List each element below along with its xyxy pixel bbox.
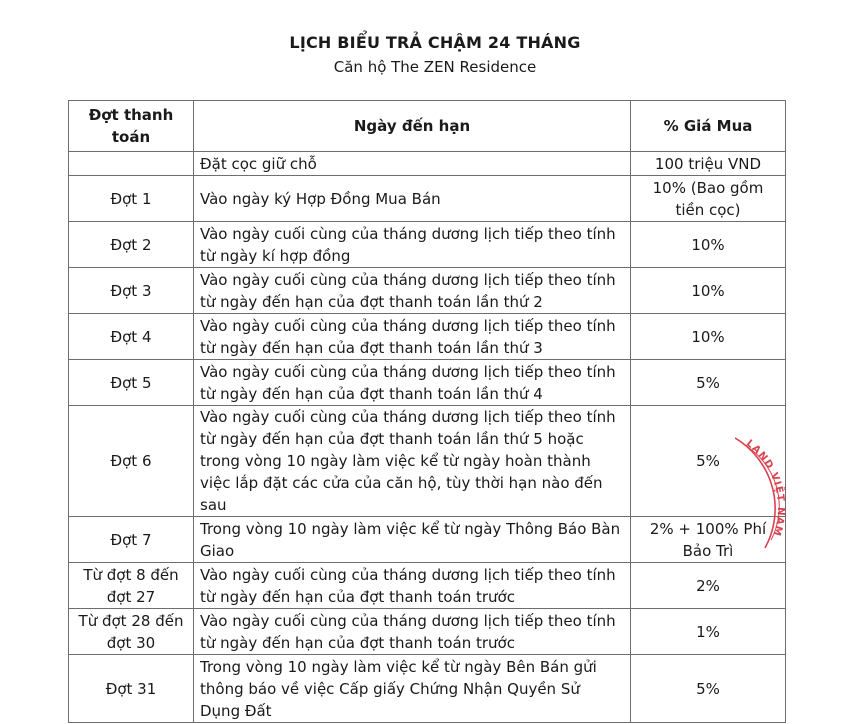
table-row <box>69 655 786 723</box>
table-header-row <box>69 101 786 152</box>
installment-cell: Đợt 1 <box>69 176 194 222</box>
document-title: LỊCH BIỂU TRẢ CHẬM 24 THÁNG <box>289 33 581 52</box>
stamp-text: LAND VIỆT NAM <box>743 437 787 538</box>
column-header-installment: Đợt thanh toán <box>69 101 194 152</box>
installment-cell: Đợt 31 <box>69 655 194 723</box>
due-date-cell: Trong vòng 10 ngày làm việc kể từ ngày Bên Bán gửi thông báo về việc Cấp giấy Chứng Nhận Quyền Sử Dụng Đất <box>194 655 631 723</box>
installment-cell: Đợt 2 <box>69 222 194 268</box>
installment-cell: Đợt 3 <box>69 268 194 314</box>
percent-cell: 1% <box>631 609 786 655</box>
table-row <box>69 406 786 517</box>
percent-cell: 10% (Bao gồm tiền cọc) <box>631 176 786 222</box>
installment-cell: Từ đợt 8 đến đợt 27 <box>69 563 194 609</box>
percent-cell: 5% <box>631 406 786 517</box>
due-date-cell: Vào ngày cuối cùng của tháng dương lịch tiếp theo tính từ ngày đến hạn của đợt thanh toán trước <box>194 609 631 655</box>
percent-cell: 100 triệu VND <box>631 152 786 176</box>
installment-cell: Đợt 5 <box>69 360 194 406</box>
percent-cell: 5% <box>631 360 786 406</box>
installment-cell: Đợt 4 <box>69 314 194 360</box>
table-row <box>69 268 786 314</box>
due-date-cell: Vào ngày cuối cùng của tháng dương lịch tiếp theo tính từ ngày kí hợp đồng <box>194 222 631 268</box>
installment-cell: Từ đợt 28 đến đợt 30 <box>69 609 194 655</box>
percent-cell: 2% + 100% Phí Bảo Trì <box>631 517 786 563</box>
document-subtitle: Căn hộ The ZEN Residence <box>333 58 537 76</box>
table-row <box>69 517 786 563</box>
due-date-cell: Vào ngày cuối cùng của tháng dương lịch tiếp theo tính từ ngày đến hạn của đợt thanh toán lần thứ 4 <box>194 360 631 406</box>
percent-cell: 10% <box>631 314 786 360</box>
due-date-cell: Trong vòng 10 ngày làm việc kể từ ngày Thông Báo Bàn Giao <box>194 517 631 563</box>
table-row <box>69 563 786 609</box>
installment-cell <box>69 152 194 176</box>
percent-cell: 5% <box>631 655 786 723</box>
table-row <box>69 609 786 655</box>
column-header-due-date: Ngày đến hạn <box>194 101 631 152</box>
due-date-cell: Vào ngày ký Hợp Đồng Mua Bán <box>194 176 631 222</box>
due-date-cell: Vào ngày cuối cùng của tháng dương lịch tiếp theo tính từ ngày đến hạn của đợt thanh toán lần thứ 3 <box>194 314 631 360</box>
table-row <box>69 176 786 222</box>
payment-schedule-table <box>68 100 786 723</box>
percent-cell: 2% <box>631 563 786 609</box>
installment-cell: Đợt 7 <box>69 517 194 563</box>
due-date-cell: Vào ngày cuối cùng của tháng dương lịch tiếp theo tính từ ngày đến hạn của đợt thanh toán lần thứ 2 <box>194 268 631 314</box>
table-row <box>69 360 786 406</box>
due-date-cell: Đặt cọc giữ chỗ <box>194 152 631 176</box>
percent-cell: 10% <box>631 268 786 314</box>
installment-cell: Đợt 6 <box>69 406 194 517</box>
table-row <box>69 152 786 176</box>
percent-cell: 10% <box>631 222 786 268</box>
column-header-percent-price: % Giá Mua <box>631 101 786 152</box>
due-date-cell: Vào ngày cuối cùng của tháng dương lịch tiếp theo tính từ ngày đến hạn của đợt thanh toán trước <box>194 563 631 609</box>
table-row <box>69 222 786 268</box>
due-date-cell: Vào ngày cuối cùng của tháng dương lịch tiếp theo tính từ ngày đến hạn của đợt thanh toán lần thứ 5 hoặc trong vòng 10 ngày làm việc kể từ ngày hoàn thành việc lắp đặt các cửa của căn hộ, tùy thời hạn nào đến sau <box>194 406 631 517</box>
table-row <box>69 314 786 360</box>
